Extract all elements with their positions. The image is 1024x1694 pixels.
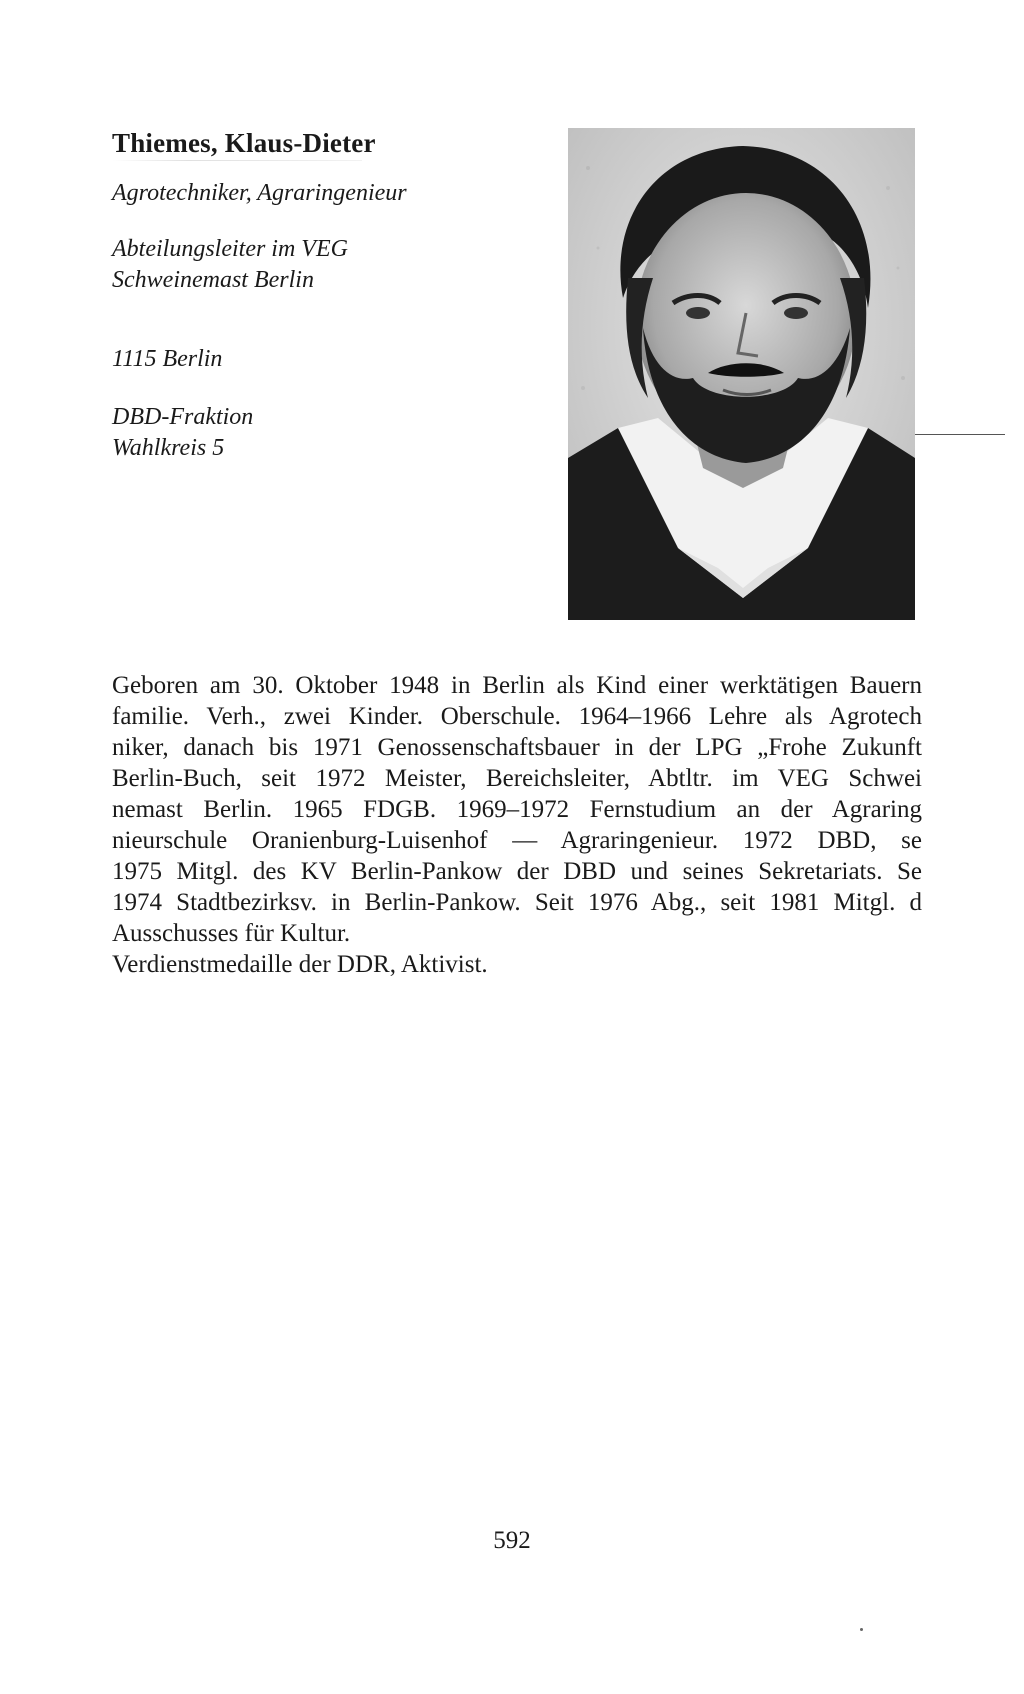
page-number: 592	[493, 1527, 531, 1554]
bio-line: Verdienstmedaille der DDR, Aktivist.	[112, 951, 488, 978]
name-underline	[112, 160, 362, 161]
entry-position-line-1: Abteilungsleiter im VEG	[112, 236, 348, 262]
entry-constituency: Wahlkreis 5	[112, 435, 225, 461]
bio-line: nieurschule Oranienburg-Luisenhof — Agraringenieur. 1972 DBD, se	[112, 827, 922, 854]
portrait-photo	[568, 128, 915, 620]
bio-line: 1974 Stadtbezirksv. in Berlin-Pankow. Seit 1976 Abg., seit 1981 Mitgl. d	[112, 889, 922, 916]
bio-line: familie. Verh., zwei Kinder. Oberschule. 1964–1966 Lehre als Agrotech	[112, 703, 922, 730]
entry-position-line-2: Schweinemast Berlin	[112, 267, 314, 293]
bio-line: Ausschusses für Kultur.	[112, 920, 351, 947]
bio-line: Berlin-Buch, seit 1972 Meister, Bereichsleiter, Abtltr. im VEG Schwei	[112, 765, 922, 792]
bio-line: Geboren am 30. Oktober 1948 in Berlin als Kind einer werktätigen Bauern	[112, 672, 922, 699]
bio-line: 1975 Mitgl. des KV Berlin-Pankow der DBD und seines Sekretariats. Se	[112, 858, 922, 885]
entry-profession: Agrotechniker, Agraringenieur	[112, 180, 407, 206]
entry-faction: DBD-Fraktion	[112, 404, 254, 430]
bio-line: niker, danach bis 1971 Genossenschaftsbauer in der LPG „Frohe Zukunft	[112, 734, 922, 761]
photo-edge-line	[915, 434, 1005, 435]
biography-text	[112, 670, 922, 980]
entry-name: Thiemes, Klaus-Dieter	[112, 128, 376, 158]
bio-line: nemast Berlin. 1965 FDGB. 1969–1972 Fernstudium an der Agraring	[112, 796, 922, 823]
entry-location: 1115 Berlin	[112, 346, 223, 372]
scan-speck	[860, 1628, 863, 1631]
